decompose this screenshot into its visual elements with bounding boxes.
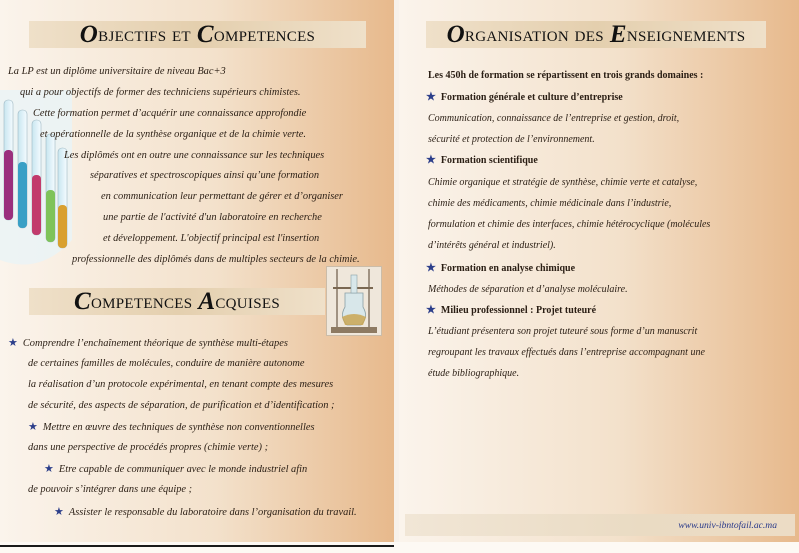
competences-line-8: de pouvoir s’intégrer dans une équipe ; (28, 484, 193, 495)
star-bullet-icon: ★ (54, 506, 64, 518)
domain2-line-3: formulation et chimie des interfaces, chimie hétérocyclique (molécules (428, 219, 711, 230)
objectifs-line-7: en communication leur permettant de gérer et d’organiser (101, 191, 343, 202)
domain2-title-text: Formation scientifique (440, 155, 538, 166)
domain1-line-1: Communication, connaissance de l’entreprise et gestion, droit, (428, 113, 680, 124)
competences-line-1-text: Comprendre l’enchaînement théorique de synthèse multi-étapes (22, 338, 288, 349)
objectifs-title-cap2: C (196, 20, 214, 48)
competences-line-7-text: Etre capable de communiquer avec le monde industriel afin (58, 464, 308, 475)
star-bullet-icon: ★ (426, 91, 436, 103)
star-bullet-icon: ★ (426, 304, 436, 316)
domain4-title (426, 300, 596, 322)
bottom-strip (0, 542, 799, 553)
objectifs-line-2: qui a pour objectifs de former des techniciens supérieurs chimistes. (20, 87, 301, 98)
competences-line-5 (28, 417, 314, 439)
star-bullet-icon: ★ (426, 154, 436, 166)
domain4-title-text: Milieu professionnel : Projet tuteuré (440, 305, 597, 316)
objectifs-title-cap1: O (79, 20, 99, 48)
objectifs-line-10: professionnelle des diplômés dans de multiples secteurs de la chimie. (72, 254, 360, 265)
domain3-title-text: Formation en analyse chimique (440, 263, 576, 274)
competences-line-2: de certaines familles de molécules, conduire de manière autonome (28, 358, 305, 369)
competences-line-7 (44, 459, 307, 481)
competences-line-9-text: Assister le responsable du laboratoire dans l’organisation du travail. (68, 507, 357, 518)
domain2-title (426, 150, 538, 172)
domain2-line-2: chimie des médicaments, chimie médicinale dans l’industrie, (428, 198, 672, 209)
domain3-title (426, 258, 575, 280)
domain2-line-4: d’intérêts général et industriel). (428, 240, 556, 251)
domain4-line-3: étude bibliographique. (428, 368, 520, 379)
domain4-line-1: L’étudiant présentera son projet tuteuré sous forme d’un manuscrit (428, 326, 698, 337)
competences-title-cap1: C (74, 287, 92, 315)
objectifs-line-8: une partie de l'activité d'un laboratoire en recherche (103, 212, 322, 223)
objectifs-title-banner (29, 21, 366, 48)
domain3-line-1: Méthodes de séparation et d’analyse moléculaire. (428, 284, 628, 295)
competences-line-4: de sécurité, des aspects de séparation, de purification et d’identification ; (28, 400, 335, 411)
competences-line-5-text: Mettre en œuvre des techniques de synthèse non conventionnelles (42, 422, 315, 433)
footer-bar (405, 514, 795, 536)
competences-title-rest1: ompetences (91, 289, 193, 313)
domain2-line-1: Chimie organique et stratégie de synthèse, chimie verte et catalyse, (428, 177, 698, 188)
domain4-line-2: regroupant les travaux effectués dans l’entreprise accompagnant une (428, 347, 705, 358)
objectifs-title-rest2: ompetences (213, 22, 316, 46)
organisation-title-banner (426, 21, 766, 48)
competences-title-cap2: A (198, 287, 216, 315)
lab-glassware-image (326, 266, 382, 336)
organisation-title-rest1: rganisation des (464, 22, 604, 46)
objectifs-line-4: et opérationnelle de la synthèse organique et de la chimie verte. (40, 129, 306, 140)
competences-line-3: la réalisation d’un protocole expérimental, en tenant compte des mesures (28, 379, 334, 390)
objectifs-line-6: séparatives et spectroscopiques ainsi qu’une formation (90, 170, 320, 181)
domain1-line-2: sécurité et protection de l’environnement. (428, 134, 595, 145)
domain1-title (426, 87, 623, 109)
website-link[interactable]: www.univ-ibntofail.ac.ma (678, 519, 777, 531)
star-bullet-icon: ★ (8, 337, 18, 349)
competences-title-rest2: cquises (215, 289, 280, 313)
objectifs-line-1: La LP est un diplôme universitaire de niveau Bac+3 (8, 66, 226, 77)
competences-line-1 (8, 333, 288, 355)
competences-title-banner (29, 288, 325, 315)
organisation-intro: Les 450h de formation se répartissent en trois grands domaines : (428, 70, 704, 81)
competences-line-6: dans une perspective de procédés propres (chimie verte) ; (28, 442, 269, 453)
panel-divider (394, 0, 399, 553)
organisation-title-cap2: E (609, 20, 627, 48)
star-bullet-icon: ★ (426, 262, 436, 274)
objectifs-line-9: et développement. L'objectif principal est l'insertion (103, 233, 320, 244)
organisation-title-cap1: O (446, 20, 465, 48)
star-bullet-icon: ★ (28, 421, 38, 433)
objectifs-line-5: Les diplômés ont en outre une connaissance sur les techniques (64, 150, 325, 161)
objectifs-line-3: Cette formation permet d’acquérir une connaissance approfondie (33, 108, 307, 119)
bottom-line (0, 545, 394, 547)
organisation-title-rest2: nseignements (626, 22, 746, 46)
star-bullet-icon: ★ (44, 463, 54, 475)
competences-line-9 (54, 502, 357, 524)
objectifs-title-rest1: bjectifs et (98, 22, 191, 46)
domain1-title-text: Formation générale et culture d’entreprise (440, 92, 623, 103)
